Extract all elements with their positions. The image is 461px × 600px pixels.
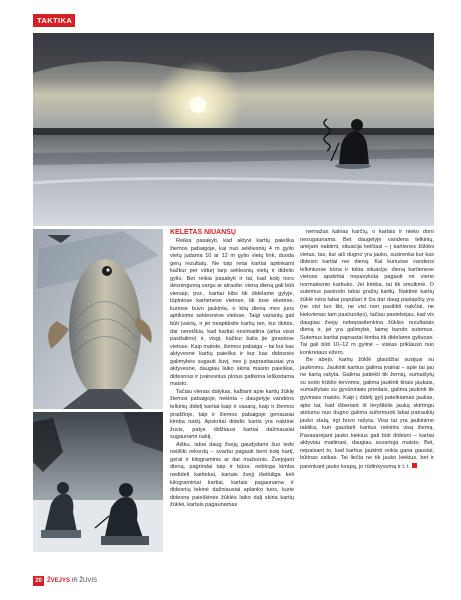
- paragraph: Tačiau vienas dalykas, kalbant apie kartių žūklę žiemos pabaigoje, nekinta – daugelyje vandens telkinių didelį kartiai kaip ir vasarą, kaip ir žiemos pradžioje, taip ir žiemos pabaigoje geriausiai kimba naktį. Apskritai didelis kartis yra naktinė žuvis, patys didžiausi kartiai dažniausiai sugaunami naktį.: [170, 388, 294, 441]
- paragraph: nemažas kalnas karčių, o kartais ir nieko doro nesugaunama. Bet daugelyje vandens telkinių, ariejam naktimi, situacija keičiasi – į kartienes žūklės vietas, tas, kur aiš dugno yra jauko, susirenka kur kas didesni kartiai nei dieną. Kai kuriuose vandens telkiniuose būna ir tokia situacija: dieną kartienese vietose apskritai nepavyksta pagauti nė vieno normalesnio kartiuko. Jei kimba, tai tik smulkmė. O sutemus pasirodo labai gražių kartių. Naktinė kartių žūklė nėra labai populiari ir čia dar daug paslapčių yra (ne visi tuo tiki, ne visi nori pasilikti nakčiai, ne kiekvienas tam pasiruošęs), tačiau pastebėjau, kad vis daugiau žvejų nebepasitenkina žūklės rezultatais dieną ir, jei yra galimybė, laimę bando sutemus. Sutemus kartiai paprastai kimba tik didelame gyliuose. Tai gali būti 10–12 m gylinė – viskas priklauso nuo konkretaus ežero.: [300, 229, 434, 356]
- anglers-photo: [33, 412, 163, 552]
- magazine-brand-suffix: IR ŽUVIS: [71, 578, 98, 584]
- paragraph: Reikia pasakyti, kad aktyvi kartių paieška žiemos pabaigoje, kai nuo sekliesnių 4 m gylio vietų judama 10 ar 12 m gylio vietų link, duoda gerų rezultatų. Ne taip retai kartiai aptinkami kažkur per vidurį tarp seklesnių vietų ir didelio gylio. Bet reikia pasakyti ir tai, kad kokį nors dėsningumą vargu ar atrasite: vieną dieną gali būti vienaip, pvz., kartiai kibs tik didelame gylyje, tūpiniose kartienėse vietose, tik tose eketėse, kuriose buvo jaukinta, o kitą dieną mes juos aptiksime seklesnėse vietose. Taigi variantų gali būti įvairių, ir jei neaptiksite kartių ten, kur tikitės, dar nereiškia, kad kartiai nesimaitina (arba visai pasišalino) ir, visgi, kažkur šalia jie įprastose vietose. Kaip matote, žiemos pabaiga – tai kur kas aktyvesnė kartių paieška ir kur kas didesnės galimybės sugauti žuvį, nes jį paprastiausiai yra aktyvesnė, daugiau laiko skiria maisto paieškai, didesnius ir įvairesnius plotus patikrina ieškodama maisto.: [170, 238, 294, 388]
- page-footer: [33, 576, 97, 586]
- magazine-brand: ŽVEJYS: [47, 578, 71, 584]
- paragraph: Aišku, labai daug žvejų gaudydami šuo ledo neišliki rekordų – svarbu pagauti bent kokį kartį, geral ir kilograminis ar dar mažesnis. Žvejojant dieną, pagrindai taip ir būna: nebloga kimba nedideli kartiekai, kartais žvejį išeituliga keli kilograminiai kartiai, kartais pagaunama ir didesnių tekinė dažniausiai aplanko tuos, kurie didesnę paieškinės žūklės laiko dalį skiria kartių žūklei, kartais pagaunamas: [170, 441, 294, 509]
- article-column-left: [170, 229, 294, 510]
- page-number: 20: [33, 576, 44, 586]
- end-of-article-icon: [412, 463, 417, 468]
- fish-photo: [33, 229, 163, 409]
- section-label: TAKTIKA: [33, 14, 75, 27]
- paragraph: [300, 357, 434, 471]
- article-column-right: [300, 229, 434, 472]
- paragraph-text: Be abejo, kartių žūklė glaudžiai susijusi su jaukinimu. Jaukinti kartius galima įvairiai – apie tai jau ne kartą rašyta. Galima patiekti tik žemių, sumaišytų su sodo trūklio tervomis, galima jaukinti tiriais jaukais, sumaišytais su gyvūniniais priedais, galima jaukinti tik gyviniais maistu. Kaip į didelį gylį pateikiamas jaukas, apie tai, kad išberiant iš lėryšilėlis jauką skirtingu atstumu nuo dugno galima suformuoti labai patrauklų jauko stalą, irgi buvo rašyta. Visa tai yra jaukinimo taktika, kuri gaudant kartius nekinta visą žiemą. Pavasarėjant jauko kiekius gali būti didesni – kartiai aktyviau maitinasi, daugiau suvartoja maisto. Bet, nepaisant to, kad kartius jaukinti reikia gana gausiai, būtinas saikas. Tai liečia ne tik jauko kiekius, bet ir parenkant jauko kvapą, jo rūdinsyvumą ir t. t.: [300, 357, 434, 470]
- article-heading: KELETAS NIUANSŲ: [170, 229, 236, 236]
- hero-photo: [33, 33, 434, 226]
